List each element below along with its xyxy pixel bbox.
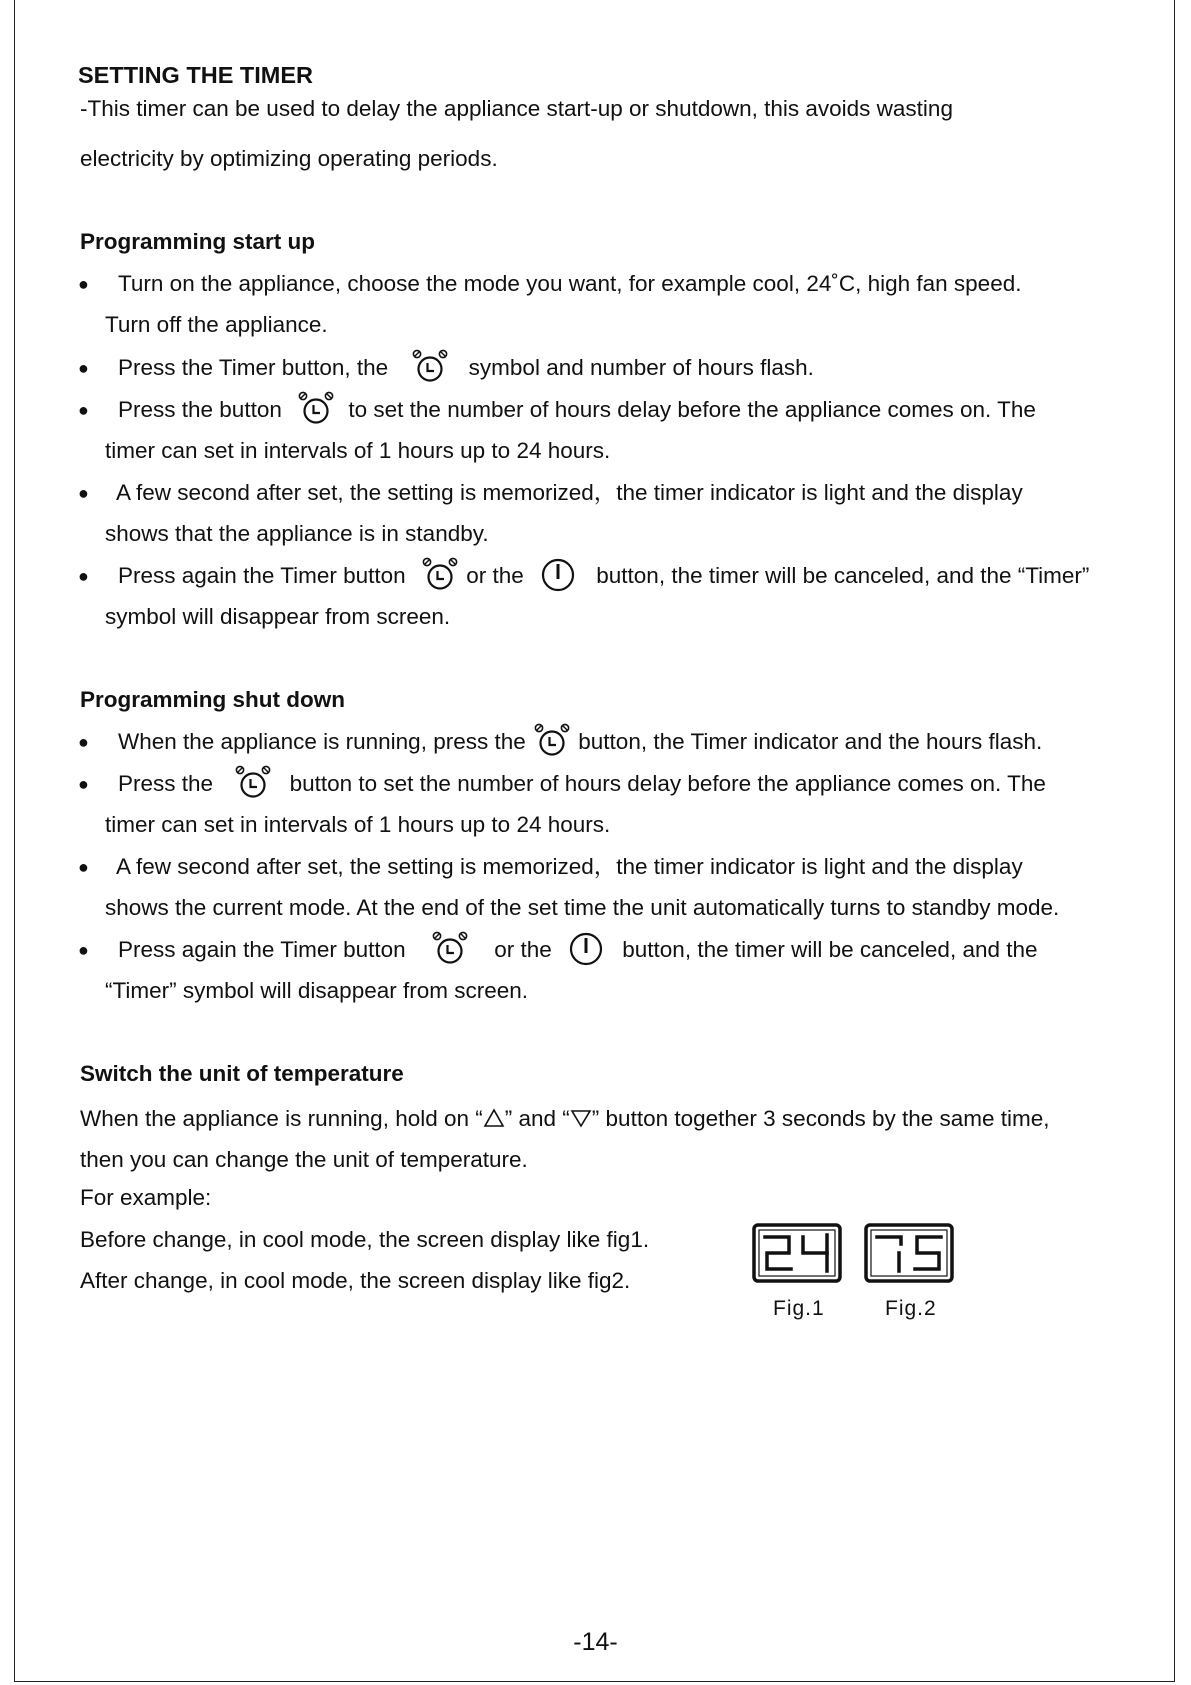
fig2-display <box>863 1222 955 1284</box>
startup-bullet-2-post: symbol and number of hours flash. <box>468 355 814 380</box>
timer-icon <box>233 764 273 800</box>
shutdown-bullet-1-pre: When the appliance is running, press the <box>118 729 526 754</box>
bullet: ● <box>78 857 89 877</box>
startup-bullet-4-cont: shows that the appliance is in standby. <box>105 521 489 546</box>
bullet: ● <box>78 400 89 420</box>
shutdown-heading: Programming shut down <box>80 687 346 712</box>
fig1-label: Fig.1 <box>773 1297 825 1320</box>
bullet: ● <box>78 774 89 794</box>
temp-line-1-c: ” button together 3 seconds by the same time, <box>591 1106 1050 1131</box>
startup-bullet-3-cont: timer can set in intervals of 1 hours up to 24 hours. <box>105 438 611 463</box>
shutdown-bullet-4 <box>118 936 1038 966</box>
temp-line-1-b: ” and “ <box>504 1106 570 1131</box>
startup-bullet-5-cont: symbol will disappear from screen. <box>105 604 451 629</box>
shutdown-bullet-2 <box>118 770 1046 800</box>
fig1-display <box>751 1222 843 1284</box>
bullet: ● <box>78 732 89 752</box>
intro-line-2: electricity by optimizing operating periods. <box>80 146 498 171</box>
startup-bullet-3-post: to set the number of hours delay before the appliance comes on. The <box>348 397 1036 422</box>
timer-icon <box>296 390 336 426</box>
shutdown-bullet-4-post: button, the timer will be canceled, and the <box>622 937 1038 962</box>
temp-line-2: then you can change the unit of temperature. <box>80 1147 528 1172</box>
bullet: ● <box>78 940 89 960</box>
shutdown-bullet-3: A few second after set, the setting is memorized，the timer indicator is light and the display <box>116 854 1023 879</box>
timer-icon <box>532 722 572 758</box>
timer-icon <box>410 348 450 384</box>
startup-bullet-2-pre: Press the Timer button, the <box>118 355 389 380</box>
up-triangle-icon <box>483 1108 505 1128</box>
shutdown-bullet-2-cont: timer can set in intervals of 1 hours up to 24 hours. <box>105 812 611 837</box>
shutdown-bullet-4-pre: Press again the Timer button <box>118 937 406 962</box>
bullet: ● <box>78 566 89 586</box>
startup-heading: Programming start up <box>80 229 316 254</box>
shutdown-bullet-1 <box>118 728 1042 758</box>
temp-line-1 <box>80 1105 1050 1133</box>
startup-bullet-5-mid: or the <box>466 563 524 588</box>
temp-line-1-a: When the appliance is running, hold on “ <box>80 1106 483 1131</box>
startup-bullet-5-post: button, the timer will be canceled, and the “Timer” <box>596 563 1090 588</box>
timer-icon <box>420 556 460 592</box>
timer-icon <box>430 930 470 966</box>
intro-line-1: -This timer can be used to delay the appliance start-up or shutdown, this avoids wasting <box>80 96 953 121</box>
startup-bullet-1-cont: Turn off the appliance. <box>105 312 328 337</box>
bullet: ● <box>78 358 89 378</box>
startup-bullet-4: A few second after set, the setting is memorized，the timer indicator is light and the display <box>116 480 1023 505</box>
startup-bullet-3 <box>118 396 1036 426</box>
shutdown-bullet-4-cont: “Timer” symbol will disappear from screen. <box>105 978 529 1003</box>
bullet: ● <box>78 483 89 503</box>
bullet: ● <box>78 274 89 294</box>
startup-bullet-5-pre: Press again the Timer button <box>118 563 406 588</box>
power-icon <box>538 556 578 592</box>
shutdown-bullet-4-mid: or the <box>494 937 552 962</box>
temp-heading: Switch the unit of temperature <box>80 1061 404 1086</box>
shutdown-bullet-2-post: button to set the number of hours delay before the appliance comes on. The <box>289 771 1046 796</box>
power-icon <box>566 930 606 966</box>
temp-line-3: For example: <box>80 1185 212 1210</box>
page-title: SETTING THE TIMER <box>78 62 313 88</box>
startup-bullet-3-pre: Press the button <box>118 397 282 422</box>
fig2-label: Fig.2 <box>885 1297 937 1320</box>
shutdown-bullet-2-pre: Press the <box>118 771 214 796</box>
down-triangle-icon <box>570 1108 592 1128</box>
shutdown-bullet-1-post: button, the Timer indicator and the hours flash. <box>578 729 1043 754</box>
temp-line-5: After change, in cool mode, the screen display like fig2. <box>80 1268 631 1293</box>
page-number: -14- <box>573 1628 618 1656</box>
startup-bullet-2 <box>118 354 814 384</box>
startup-bullet-5 <box>118 562 1089 592</box>
shutdown-bullet-3-cont: shows the current mode. At the end of the set time the unit automatically turns to standby mode. <box>105 895 1060 920</box>
startup-bullet-1: Turn on the appliance, choose the mode you want, for example cool, 24˚C, high fan speed. <box>118 271 1022 296</box>
temp-line-4: Before change, in cool mode, the screen display like fig1. <box>80 1227 650 1252</box>
